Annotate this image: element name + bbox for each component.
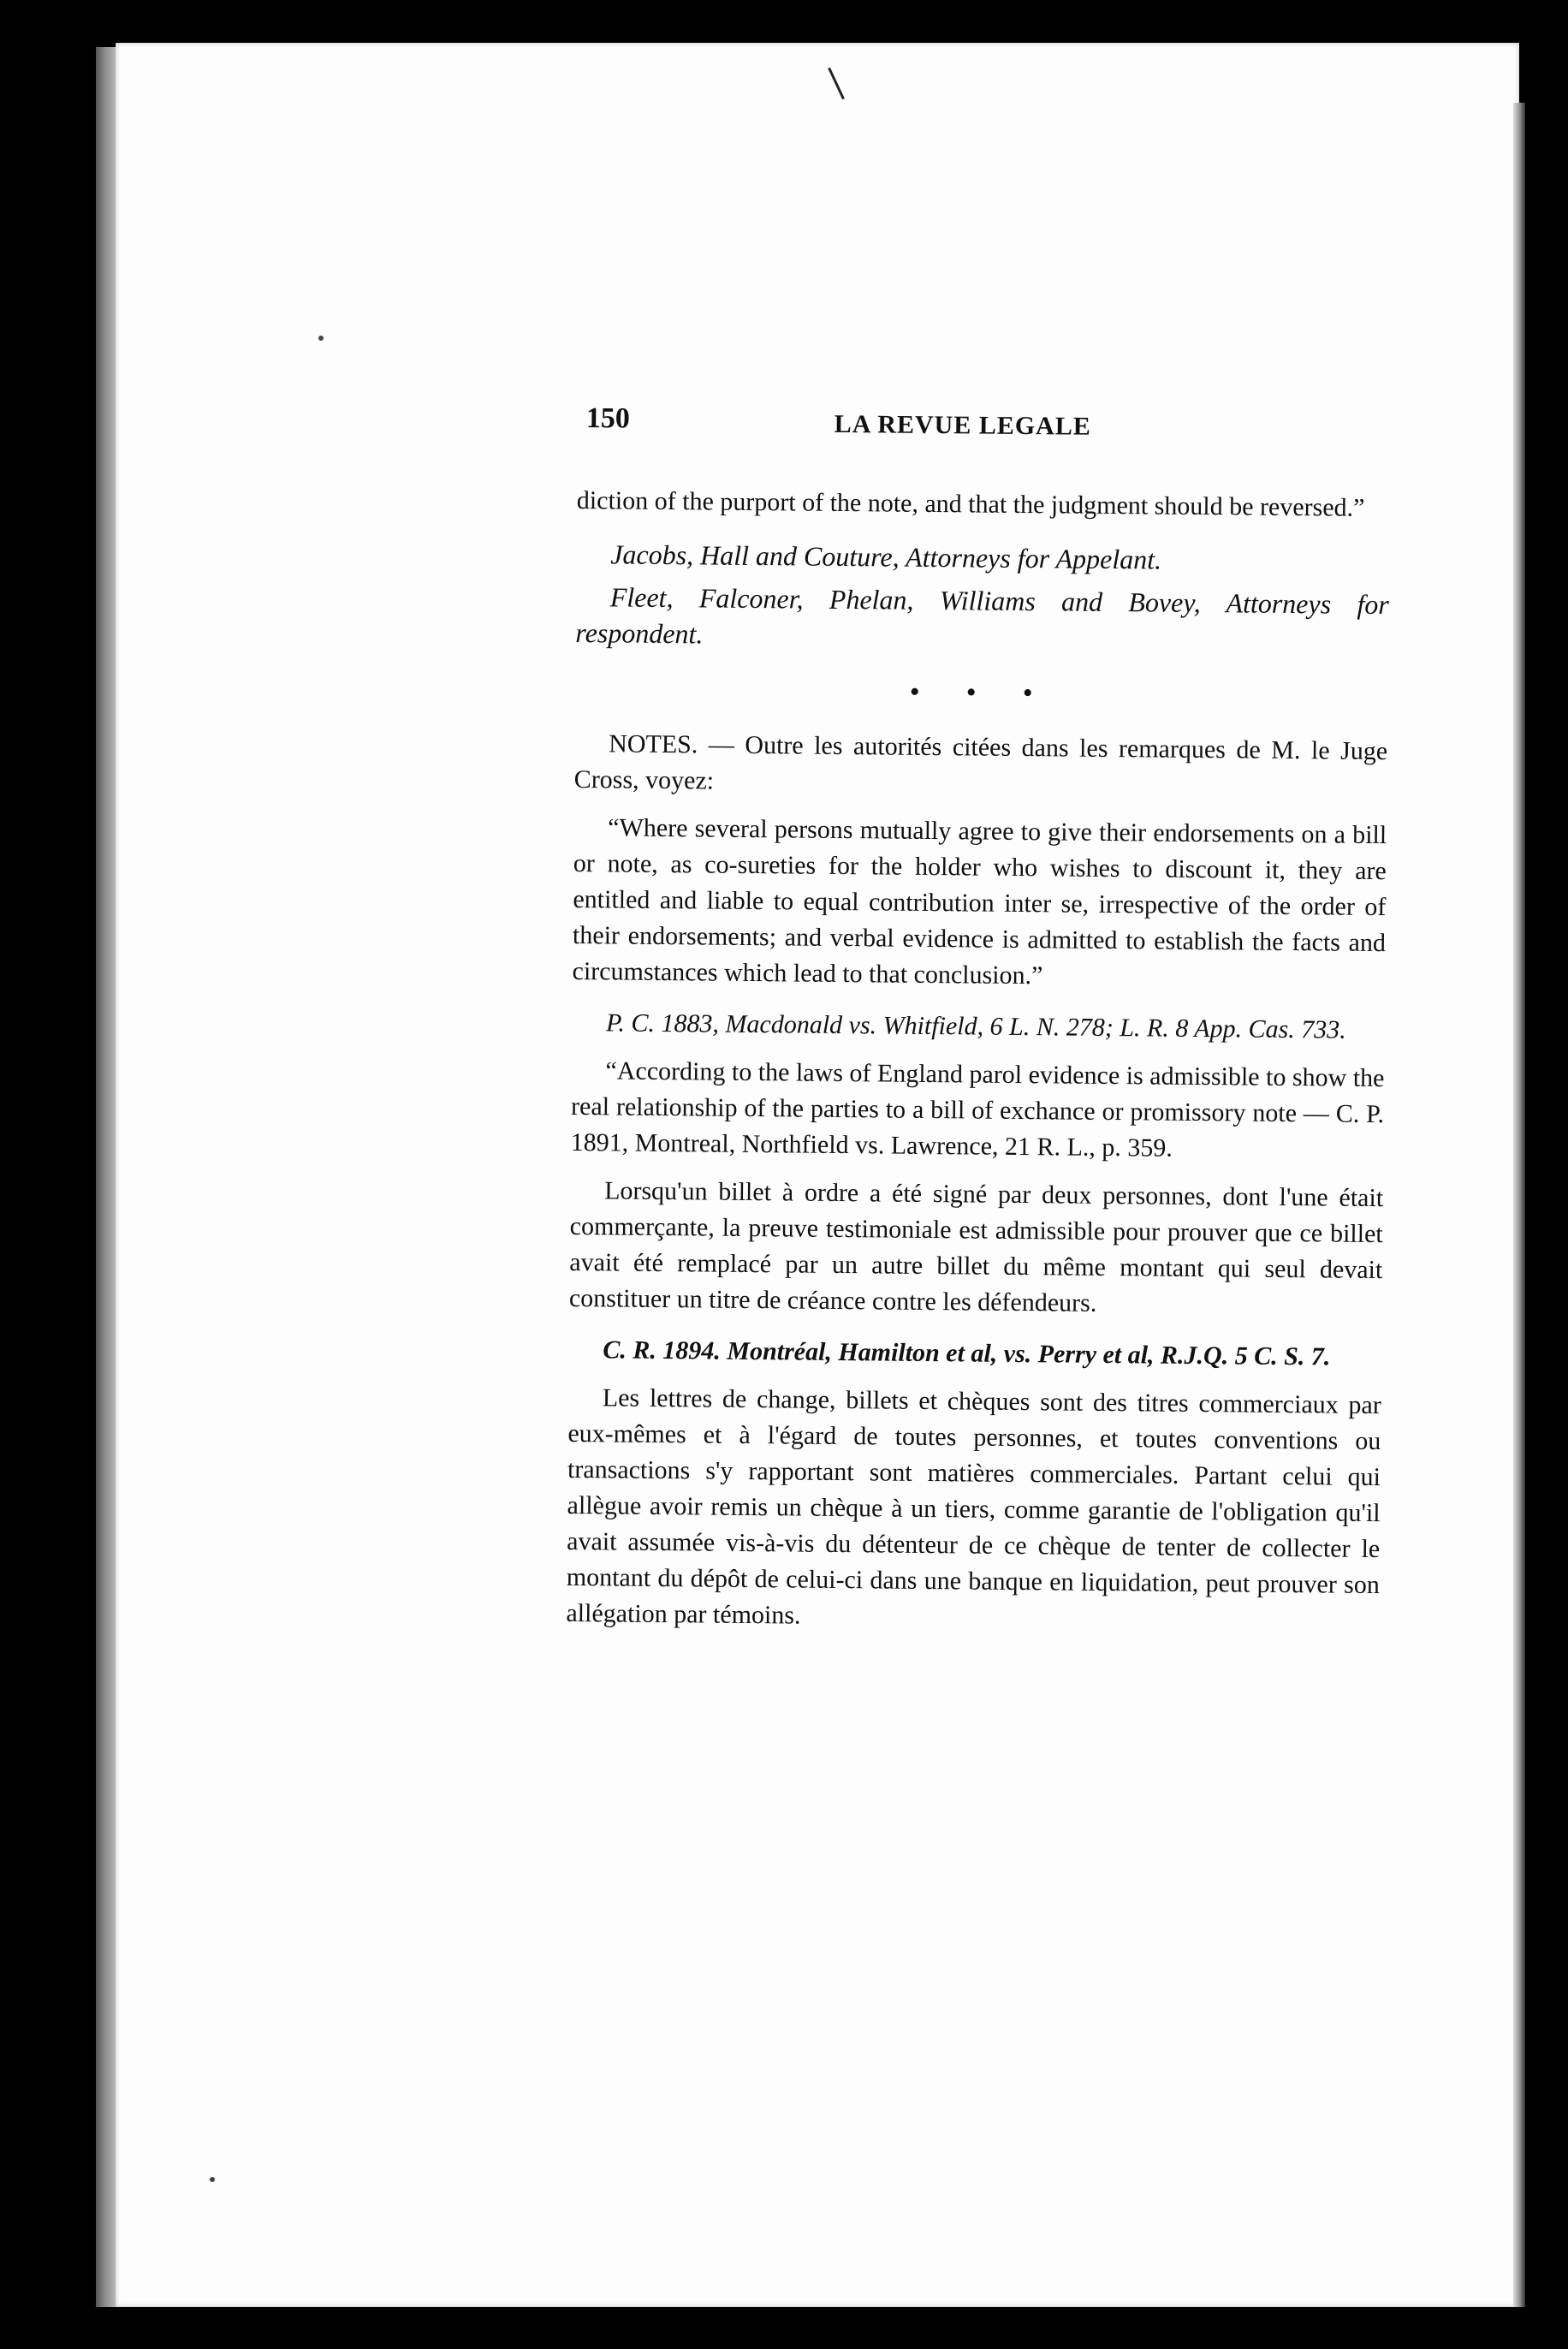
attorneys-respondent: Fleet, Falconer, Phelan, Williams and Bovey, Attorneys for respondent. xyxy=(575,581,1389,650)
page-content xyxy=(566,402,1391,1639)
page-number: 150 xyxy=(585,402,630,435)
notes-intro: NOTES. — Outre les autorités citées dans les remarques de M. le Juge Cross, voyez: xyxy=(573,729,1388,795)
citation-hamilton: C. R. 1894. Montréal, Hamilton et al, vs. Perry et al, R.J.Q. 5 C. S. 7. xyxy=(603,1335,1331,1371)
page-left-edge xyxy=(96,47,117,2307)
attorneys-appelant: Jacobs, Hall and Couture, Attorneys for Appelant. xyxy=(610,538,1162,575)
paragraph-lettres: Les lettres de change, billets et chèques sont des titres commerciaux par eux-mêmes et à l'égard de toutes personnes, et toutes conventions ou transactions s'y rapportant sont matières commerciales. Partant celui qui allègue avoir remis un chèque à un tiers, comme garantie de l'obligation qu'il avait assumée vis-à-vis du détenteur de ce chèque de tenter de collecter le montant du dépôt de celui-ci dans une banque en liquidation, peut prouver son allégation par témoins. xyxy=(566,1383,1381,1630)
page-right-edge xyxy=(1513,103,1525,2307)
page-mark xyxy=(828,63,853,100)
running-head xyxy=(578,402,1391,453)
quote-northfield: “According to the laws of England parol evidence is admissible to show the real relationship of the parties to a bill of exchance or promissory note — C. P. 1891, Montreal, Northfield vs. Lawrence, 21 R. L., p. 359. xyxy=(570,1056,1385,1163)
citation-macdonald: P. C. 1883, Macdonald vs. Whitfield, 6 L. N. 278; L. R. 8 App. Cas. 733. xyxy=(605,1008,1346,1044)
section-separator: • • • xyxy=(910,677,1054,708)
speck xyxy=(210,2177,215,2182)
paragraph-billet: Lorsqu'un billet à ordre a été signé par deux personnes, dont l'une était commerçante, la preuve testimoniale est admissible pour prouver que ce billet avait été remplacé par un autre billet du même montant qui seul devait constituer un titre de créance contre les défendeurs. xyxy=(568,1176,1384,1317)
paragraph-continued: diction of the purport of the note, and that the judgment should be reversed.” xyxy=(576,485,1365,522)
speck xyxy=(318,336,324,341)
running-title: LA REVUE LEGALE xyxy=(834,409,1091,441)
quote-macdonald: “Where several persons mutually agree to give their endorsements on a bill or note, as co-sureties for the holder who wishes to discount it, they are entitled and liable to equal contribution inter se, irrespective of the order of their endorsements; and verbal evidence is admitted to establish the facts and circumstances which lead to that conclusion.” xyxy=(572,813,1387,990)
